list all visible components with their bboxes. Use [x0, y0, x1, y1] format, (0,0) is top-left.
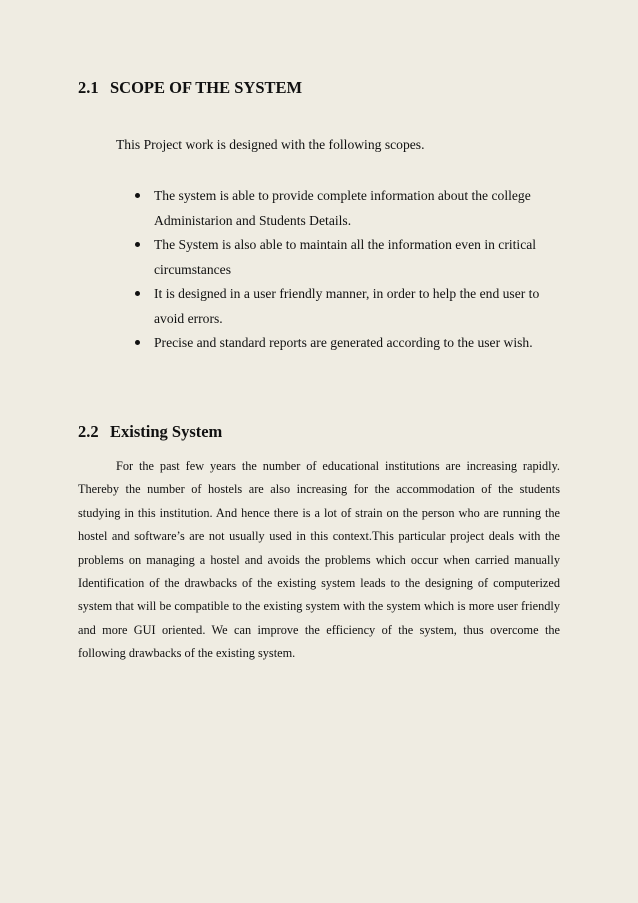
- bullet-icon: [135, 340, 140, 345]
- section-heading-existing-system: [78, 422, 222, 442]
- section-title: Existing System: [110, 422, 223, 441]
- section-number: 2.2: [78, 422, 99, 441]
- bullet-icon: [135, 242, 140, 247]
- list-item: [135, 331, 555, 356]
- section-number: 2.1: [78, 78, 99, 97]
- scope-intro-text: This Project work is designed with the following scopes.: [116, 137, 425, 152]
- list-item: [135, 184, 555, 233]
- scope-bullet-list: [135, 184, 555, 356]
- list-item: [135, 282, 555, 331]
- bullet-icon: [135, 291, 140, 296]
- list-item-text: The System is also able to maintain all the information even in critical circumstances: [154, 237, 537, 277]
- bullet-icon: [135, 193, 140, 198]
- section-title: SCOPE OF THE SYSTEM: [110, 78, 303, 97]
- list-item-text: It is designed in a user friendly manner, in order to help the end user to avoid errors.: [154, 286, 540, 326]
- list-item-text: Precise and standard reports are generated according to the user wish.: [154, 335, 533, 350]
- section-heading-scope: [78, 78, 302, 98]
- list-item-text: The system is able to provide complete information about the college Administarion and Students Details.: [154, 188, 531, 228]
- list-item: [135, 233, 555, 282]
- existing-system-paragraph: For the past few years the number of educational institutions are increasing rapidly. Thereby the number of hostels are also increasing for the accommodation of the students studying in this institution. And hence there is a lot of strain on the person who are running the hostel and software’s are not usually used in this context.This particular project deals with the problems on managing a hostel and avoids the problems which occur when carried manually Identification of the drawbacks of the existing system leads to the designing of computerized system that will be compatible to the existing system with the system which is more user friendly and more GUI oriented. We can improve the efficiency of the system, thus overcome the following drawbacks of the existing system.: [78, 459, 560, 661]
